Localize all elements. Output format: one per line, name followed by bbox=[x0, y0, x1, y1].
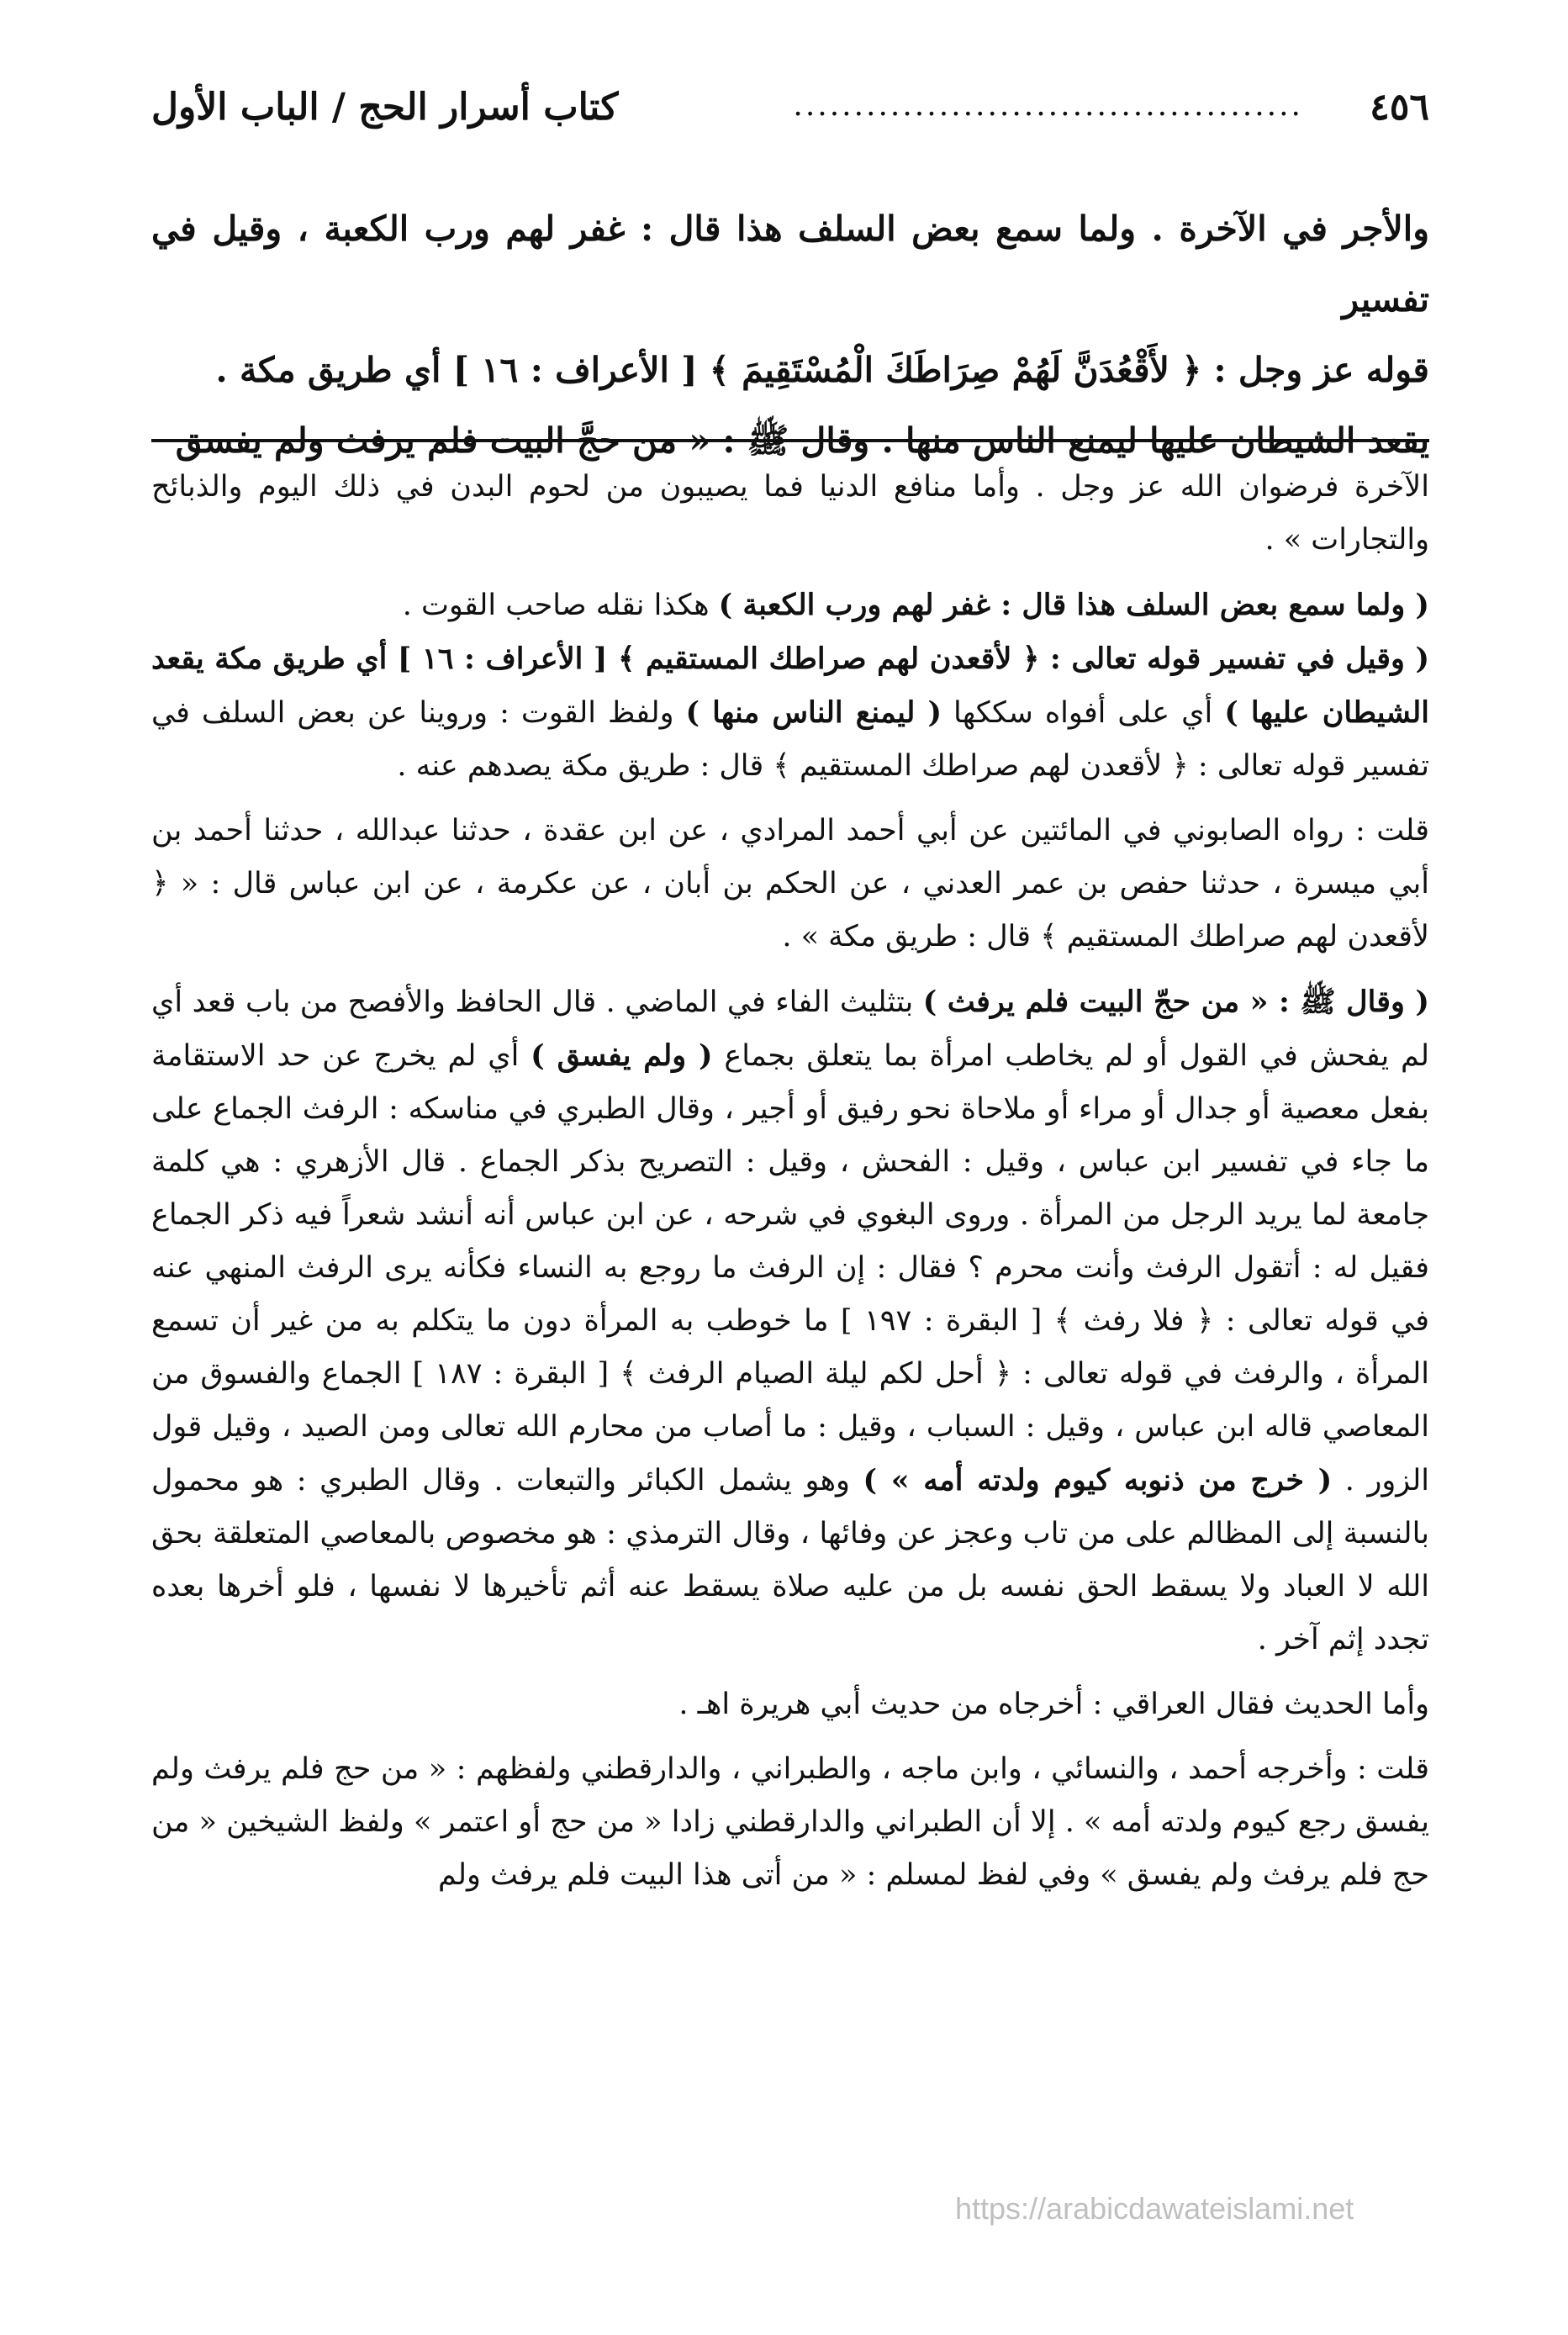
quoted-text: ( ولما سمع بعض السلف هذا قال : غفر لهم ورب الكعبة ) bbox=[718, 588, 1429, 622]
commentary-paragraph-4: قلت : رواه الصابوني في المائتين عن أبي أحمد المرادي ، عن ابن عقدة ، حدثنا عبدالله ، حدثنا أحمد بن أبي ميسرة ، حدثنا حفص بن عمر العدني ، عن الحكم بن أبان ، عن عكرمة ، عن ابن عباس قال : « ﴿ لأقعدن لهم صراطك المستقيم ﴾ قال : طريق مكة » . bbox=[151, 814, 1429, 954]
commentary-text: بتثليث الفاء في الماضي . قال الحافظ والأفصح من باب قعد أي لم يفحش في القول أو لم يخاطب امرأة بما يتعلق بجماع bbox=[151, 985, 1429, 1073]
commentary-paragraph-6: وأما الحديث فقال العراقي : أخرجاه من حديث أبي هريرة اهـ . bbox=[678, 1688, 1429, 1721]
commentary-paragraph-3 bbox=[151, 632, 1429, 793]
main-text bbox=[151, 193, 1429, 476]
main-line-3: يقعد الشيطان عليها ليمنع الناس منها . وقال ﷺ : « من حجَّ البيت فلم يرفث ولم يفسق bbox=[175, 420, 1429, 461]
commentary bbox=[151, 461, 1429, 1902]
commentary-text: أي على أفواه سككها bbox=[942, 696, 1225, 730]
running-title: كتاب أسرار الحج / الباب الأول bbox=[151, 86, 619, 129]
commentary-paragraph-1: الآخرة فرضوان الله عز وجل . وأما منافع الدنيا فما يصيبون من لحوم البدن في ذلك اليوم والذبائح والتجارات » . bbox=[151, 470, 1429, 557]
separator-rule bbox=[151, 439, 1429, 442]
commentary-text: هكذا نقله صاحب القوت . bbox=[402, 589, 719, 622]
commentary-paragraph-5 bbox=[151, 975, 1429, 1667]
main-line-1: والأجر في الآخرة . ولما سمع بعض السلف هذا قال : غفر لهم ورب الكعبة ، وقيل في تفسير bbox=[151, 209, 1429, 320]
page-header bbox=[151, 82, 1429, 133]
quoted-text: ( ولم يفسق ) bbox=[531, 1038, 713, 1073]
watermark-url: https://arabicdawateislami.net bbox=[955, 2191, 1354, 2226]
header-leader-dots: .......................................... bbox=[793, 88, 1303, 123]
page-number: ٤٥٦ bbox=[1370, 86, 1429, 129]
commentary-paragraph-2 bbox=[151, 578, 1429, 632]
quoted-text: ( وقيل في تفسير قوله تعالى : ﴿ لأقعدن لهم صراطك المستقيم ﴾ [ الأعراف : ١٦ ] أي طريق مكة يقعد الشيطان عليها ) bbox=[151, 642, 1430, 730]
commentary-text: ولفظ القوت : وروينا عن بعض السلف في تفسير قوله تعالى : ﴿ لأقعدن لهم صراطك المستقيم ﴾ قال : طريق مكة يصدهم عنه . bbox=[151, 696, 1429, 783]
commentary-paragraph-7: قلت : وأخرجه أحمد ، والنسائي ، وابن ماجه ، والطبراني ، والدارقطني ولفظهم : « من حج فلم يرفث ولم يفسق رجع كيوم ولدته أمه » . إلا أن الطبراني والدارقطني زادا « من حج أو اعتمر » ولفظ الشيخين « من حج فلم يرفث ولم يفسق » وفي لفظ لمسلم : « من أتى هذا البيت فلم يرفث ولم bbox=[151, 1752, 1429, 1892]
commentary-text: أي لم يخرج عن حد الاستقامة بفعل معصية أو جدال أو مراء أو ملاحاة نحو رفيق أو أجير ، وقال الطبري في مناسكه : الرفث الجماع على ما جاء في تفسير ابن عباس ، وقيل : الفحش ، وقيل : التصريح بذكر الجماع . قال الأزهري : هي كلمة جامعة لما يريد الرجل من المرأة . وروى البغوي في شرحه ، عن ابن عباس أنه أنشد شعراً فيه ذكر الجماع فقيل له : أتقول الرفث وأنت محرم ؟ فقال : إن الرفث ما روجع به النساء فكأنه يرى الرفث المنهي عنه في قوله تعالى : ﴿ فلا رفث ﴾ [ البقرة : ١٩٧ ] ما خوطب به المرأة دون ما يتكلم به من غير أن تسمع المرأة ، والرفث في قوله تعالى : ﴿ أحل لكم ليلة الصيام الرفث ﴾ [ البقرة : ١٨٧ ] الجماع والفسوق من المعاصي قاله ابن عباس ، وقيل : السباب ، وقيل : ما أصاب من محارم الله تعالى ومن الصيد ، وقيل قول الزور . bbox=[151, 1039, 1429, 1498]
main-line-2: قوله عز وجل : ﴿ لأَقْعُدَنَّ لَهُمْ صِرَاطَكَ الْمُسْتَقِيمَ ﴾ [ الأعراف : ١٦ ] أي طريق مكة . bbox=[215, 350, 1429, 390]
quoted-text: ( وقال ﷺ : « من حجّ البيت فلم يرفث ) bbox=[922, 985, 1429, 1019]
commentary-text: وهو يشمل الكبائر والتبعات . وقال الطبري : هو محمول بالنسبة إلى المظالم على من تاب وعجز عن وفائها ، وقال الترمذي : هو مخصوص بالمعاصي المتعلقة بحق الله لا العباد ولا يسقط الحق نفسه بل من عليه صلاة يسقط عنه أثم تأخيرها لا نفسها ، فلو أخرها بعده تجدد إثم آخر . bbox=[151, 1464, 1429, 1656]
quoted-text: ( خرج من ذنوبه كيوم ولدته أمه » ) bbox=[863, 1463, 1333, 1498]
quoted-text: ( ليمنع الناس منها ) bbox=[685, 695, 942, 730]
